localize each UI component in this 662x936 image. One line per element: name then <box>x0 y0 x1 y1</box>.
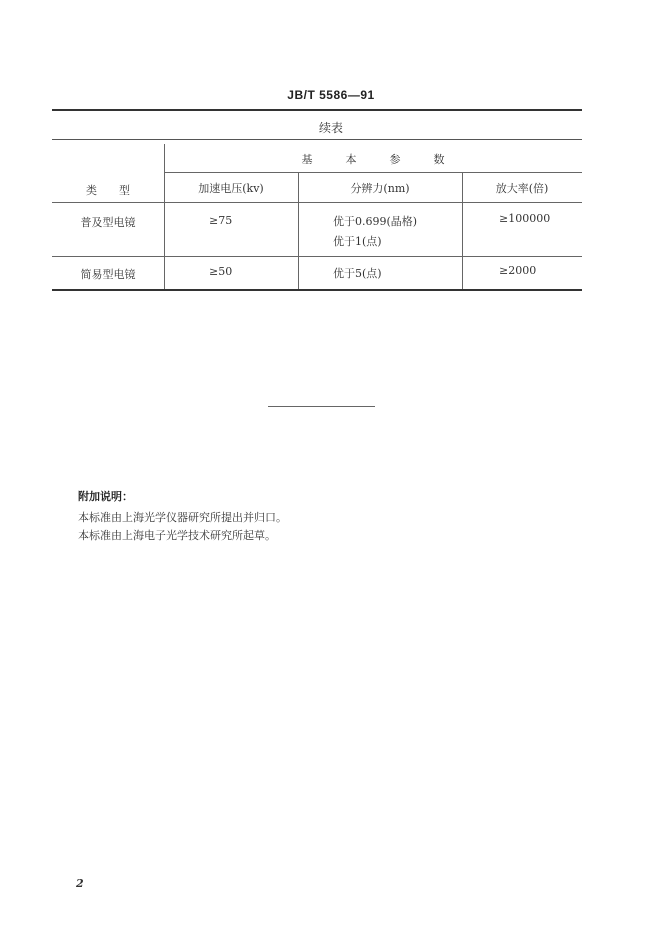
table-header-rule <box>52 139 582 140</box>
magnification-column-header: 放大率(倍) <box>495 182 549 195</box>
notes-title: 附加说明： <box>78 490 133 503</box>
table-top-rule <box>52 109 582 111</box>
basic-parameters-header: 基 本 参 数 <box>301 153 445 166</box>
table-row-1-type: 普及型电镜 <box>80 216 136 229</box>
group-header-underline <box>164 172 582 173</box>
voltage-column-header: 加速电压(kv) <box>198 182 264 195</box>
table-row-1-resolution-lattice: 优于0.699(晶格) <box>333 215 418 228</box>
row-divider <box>52 256 582 257</box>
type-column-header: 类 型 <box>86 184 130 197</box>
table-row-2-type: 简易型电镜 <box>80 268 136 281</box>
note-line-1: 本标准由上海光学仪器研究所提出并归口。 <box>78 511 287 524</box>
table-row-2-resolution: 优于5(点) <box>333 267 382 280</box>
table-row-2-magnification: ≥2000 <box>499 264 537 277</box>
standard-number-header: JB/T 5586—91 <box>287 88 375 102</box>
resolution-column-header: 分辨力(nm) <box>350 182 410 195</box>
end-of-text-rule <box>268 406 375 407</box>
page-number: 2 <box>76 877 84 890</box>
table-row-1-resolution-point: 优于1(点) <box>333 235 382 248</box>
note-line-2: 本标准由上海电子光学技术研究所起草。 <box>78 529 276 542</box>
continued-table-label: 续表 <box>318 121 343 135</box>
table-row-1-magnification: ≥100000 <box>499 212 551 225</box>
table-row-2-voltage: ≥50 <box>209 265 233 278</box>
column-header-underline <box>52 202 582 203</box>
table-bottom-rule <box>52 289 582 291</box>
table-row-1-voltage: ≥75 <box>209 214 233 227</box>
